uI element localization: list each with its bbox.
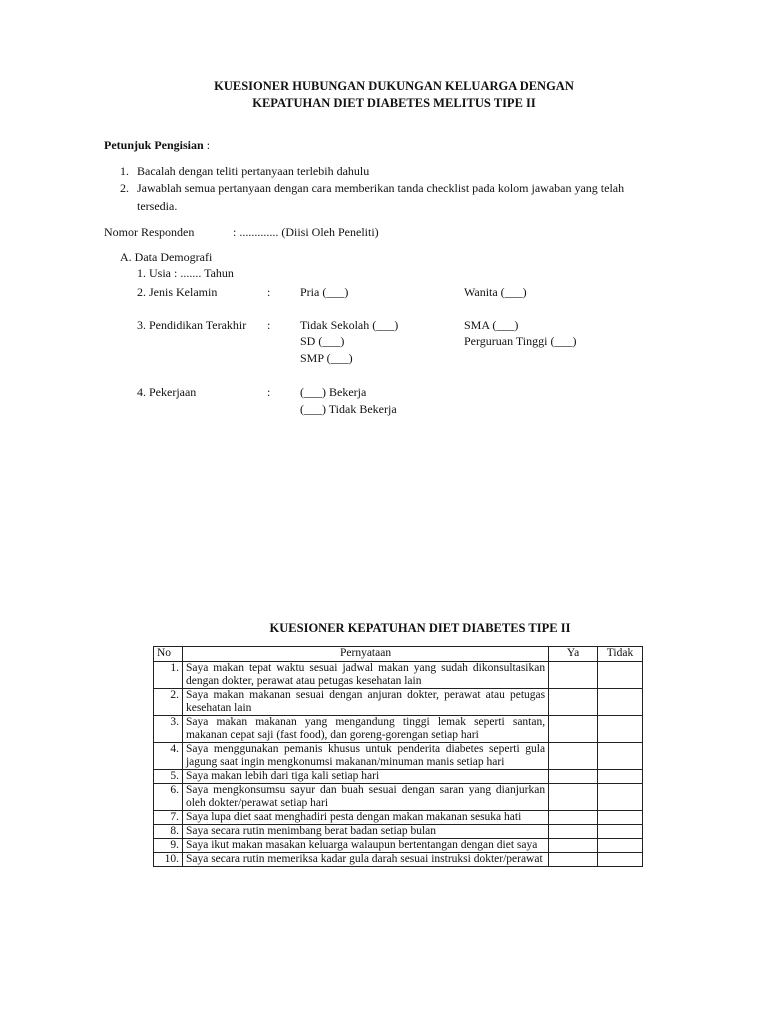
demographics-heading: A. Data Demografi bbox=[120, 250, 213, 264]
row-statement: Saya secara rutin menimbang berat badan setiap bulan bbox=[182, 825, 548, 839]
table-header-row bbox=[154, 647, 643, 662]
row-number: 2. bbox=[154, 689, 183, 716]
answer-yes-cell[interactable] bbox=[549, 853, 598, 867]
header-no: No bbox=[154, 647, 183, 662]
header-no-answer: Tidak bbox=[598, 647, 643, 662]
gender-option-male[interactable]: Pria (___) bbox=[300, 285, 349, 299]
gender-label: 2. Jenis Kelamin bbox=[137, 285, 218, 299]
document-title-line-2: KEPATUHAN DIET DIABETES MELITUS TIPE II bbox=[252, 96, 536, 110]
education-option-sd[interactable]: SD (___) bbox=[300, 334, 345, 348]
header-yes: Ya bbox=[549, 647, 598, 662]
answer-no-cell[interactable] bbox=[598, 689, 643, 716]
row-number: 8. bbox=[154, 825, 183, 839]
gender-colon: : bbox=[267, 285, 271, 299]
row-statement: Saya makan makanan yang mengandung tinggi lemak seperti santan, makanan cepat saji (fast food), dan goreng-gorengan setiap hari bbox=[182, 716, 548, 743]
row-number: 7. bbox=[154, 811, 183, 825]
education-option-university[interactable]: Perguruan Tinggi (___) bbox=[464, 334, 577, 348]
answer-no-cell[interactable] bbox=[598, 825, 643, 839]
row-number: 1. bbox=[154, 662, 183, 689]
row-number: 10. bbox=[154, 853, 183, 867]
questionnaire-table bbox=[153, 646, 643, 867]
row-number: 5. bbox=[154, 770, 183, 784]
table-row bbox=[154, 839, 643, 853]
answer-yes-cell[interactable] bbox=[549, 689, 598, 716]
instructions-heading-label: Petunjuk Pengisian bbox=[104, 138, 204, 152]
job-colon: : bbox=[267, 385, 271, 399]
row-statement: Saya makan makanan sesuai dengan anjuran dokter, perawat atau petugas kesehatan lain bbox=[182, 689, 548, 716]
row-number: 4. bbox=[154, 743, 183, 770]
answer-yes-cell[interactable] bbox=[549, 839, 598, 853]
questionnaire-title: KUESIONER KEPATUHAN DIET DIABETES TIPE II bbox=[269, 621, 571, 635]
table-row bbox=[154, 716, 643, 743]
job-option-employed[interactable]: (___) Bekerja bbox=[300, 385, 367, 399]
answer-no-cell[interactable] bbox=[598, 662, 643, 689]
document-title-line-1: KUESIONER HUBUNGAN DUKUNGAN KELUARGA DENGAN bbox=[214, 79, 574, 93]
instruction-2-number: 2. bbox=[120, 181, 129, 195]
instructions-heading-colon: : bbox=[203, 138, 211, 152]
row-number: 3. bbox=[154, 716, 183, 743]
answer-no-cell[interactable] bbox=[598, 839, 643, 853]
answer-no-cell[interactable] bbox=[598, 770, 643, 784]
table-row bbox=[154, 825, 643, 839]
answer-yes-cell[interactable] bbox=[549, 743, 598, 770]
answer-yes-cell[interactable] bbox=[549, 784, 598, 811]
row-statement: Saya makan tepat waktu sesuai jadwal makan yang sudah dikonsultasikan dengan dokter, perawat atau petugas kesehatan lain bbox=[182, 662, 548, 689]
row-statement: Saya makan lebih dari tiga kali setiap hari bbox=[182, 770, 548, 784]
job-label: 4. Pekerjaan bbox=[137, 385, 197, 399]
answer-yes-cell[interactable] bbox=[549, 770, 598, 784]
answer-yes-cell[interactable] bbox=[549, 716, 598, 743]
table-row bbox=[154, 662, 643, 689]
education-label: 3. Pendidikan Terakhir bbox=[137, 318, 247, 332]
answer-no-cell[interactable] bbox=[598, 811, 643, 825]
answer-yes-cell[interactable] bbox=[549, 662, 598, 689]
row-statement: Saya menggunakan pemanis khusus untuk penderita diabetes seperti gula jagung saat ingin mengkonumsi makanan/minuman manis setiap hari bbox=[182, 743, 548, 770]
instruction-1-number: 1. bbox=[120, 164, 129, 178]
instruction-2-text-continued: tersedia. bbox=[137, 199, 178, 213]
table-row bbox=[154, 743, 643, 770]
answer-no-cell[interactable] bbox=[598, 784, 643, 811]
row-statement: Saya mengkonsumsu sayur dan buah sesuai dengan saran yang dianjurkan oleh dokter/perawat setiap hari bbox=[182, 784, 548, 811]
row-number: 9. bbox=[154, 839, 183, 853]
respondent-number-value: : ............. (Diisi Oleh Peneliti) bbox=[233, 225, 379, 239]
table-row bbox=[154, 853, 643, 867]
job-option-unemployed[interactable]: (___) Tidak Bekerja bbox=[300, 402, 397, 416]
table-row bbox=[154, 811, 643, 825]
education-colon: : bbox=[267, 318, 271, 332]
table-row bbox=[154, 689, 643, 716]
age-field: 1. Usia : ....... Tahun bbox=[137, 266, 234, 280]
row-number: 6. bbox=[154, 784, 183, 811]
row-statement: Saya ikut makan masakan keluarga walaupun bertentangan dengan diet saya bbox=[182, 839, 548, 853]
row-statement: Saya lupa diet saat menghadiri pesta dengan makan makanan sesuka hati bbox=[182, 811, 548, 825]
gender-option-female[interactable]: Wanita (___) bbox=[464, 285, 527, 299]
answer-no-cell[interactable] bbox=[598, 743, 643, 770]
row-statement: Saya secara rutin memeriksa kadar gula darah sesuai instruksi dokter/perawat bbox=[182, 853, 548, 867]
instruction-1-text: Bacalah dengan teliti pertanyaan terlebih dahulu bbox=[137, 164, 370, 178]
education-option-smp[interactable]: SMP (___) bbox=[300, 351, 353, 365]
respondent-number-label: Nomor Responden bbox=[104, 225, 195, 239]
header-statement: Pernyataan bbox=[182, 647, 548, 662]
answer-yes-cell[interactable] bbox=[549, 811, 598, 825]
answer-yes-cell[interactable] bbox=[549, 825, 598, 839]
education-option-sma[interactable]: SMA (___) bbox=[464, 318, 519, 332]
instruction-2-text: Jawablah semua pertanyaan dengan cara memberikan tanda checklist pada kolom jawaban yang telah bbox=[137, 181, 625, 195]
education-option-none[interactable]: Tidak Sekolah (___) bbox=[300, 318, 399, 332]
instructions-heading bbox=[104, 137, 210, 154]
answer-no-cell[interactable] bbox=[598, 716, 643, 743]
table-row bbox=[154, 770, 643, 784]
table-row bbox=[154, 784, 643, 811]
answer-no-cell[interactable] bbox=[598, 853, 643, 867]
